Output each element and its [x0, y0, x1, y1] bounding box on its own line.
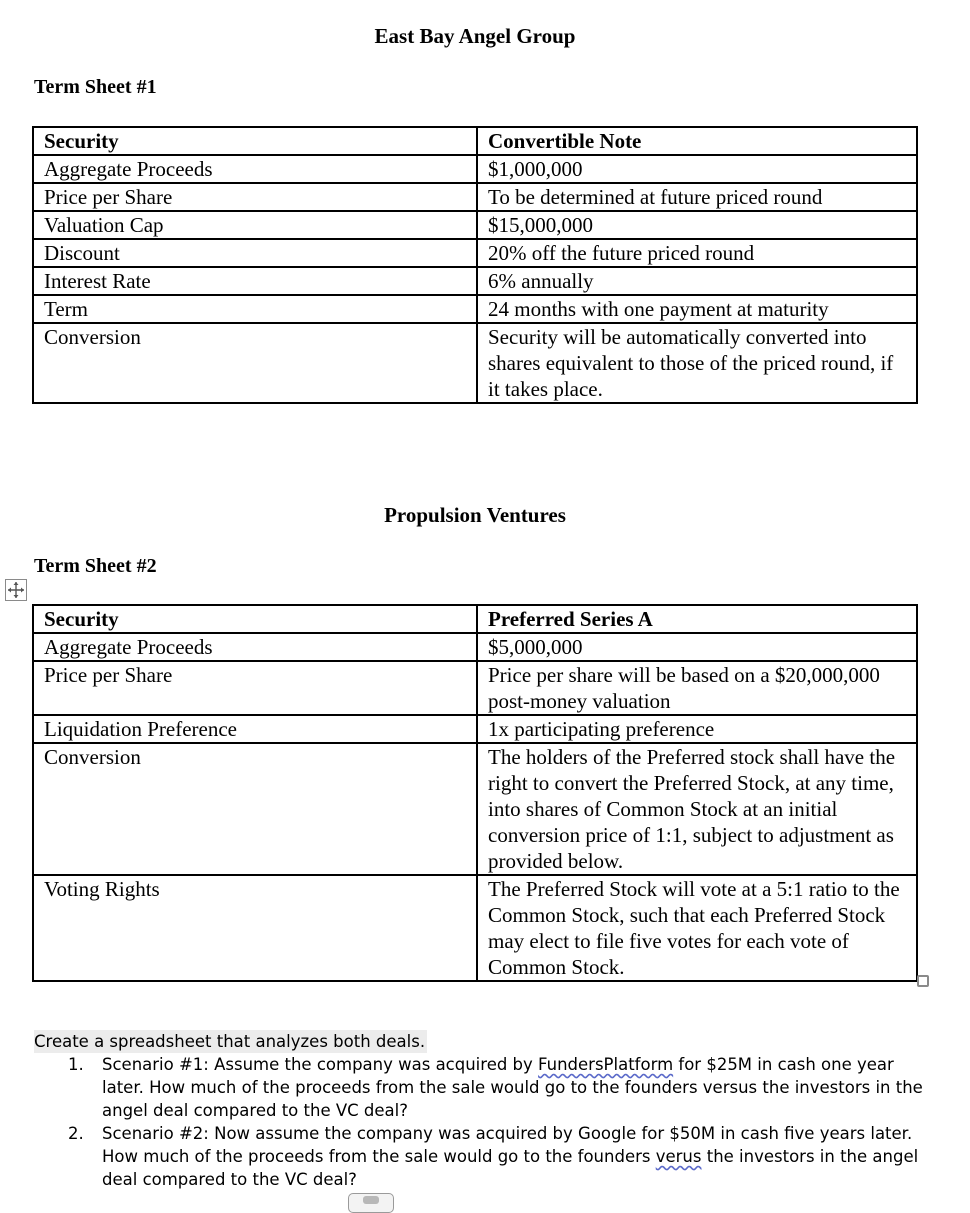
- table-row: [33, 267, 917, 295]
- table-row: [33, 183, 917, 211]
- row-key[interactable]: Aggregate Proceeds: [33, 633, 477, 661]
- scenario-text-end: for $25M in cash one year later. How much of the proceeds from the sale would go to the founders versus the investors in the angel deal compared to the VC deal?: [102, 1055, 923, 1120]
- row-value[interactable]: Price per share will be based on a $20,000,000 post-money valuation: [477, 661, 917, 715]
- row-value[interactable]: The holders of the Preferred stock shall have the right to convert the Preferred Stock, at any time, into shares of Common Stock at an initial conversion price of 1:1, subject to adjustment as provided below.: [477, 743, 917, 875]
- table-row: [33, 633, 917, 661]
- propulsion-ventures-heading: Propulsion Ventures: [384, 503, 566, 527]
- table-row: [33, 743, 917, 875]
- row-value[interactable]: $5,000,000: [477, 633, 917, 661]
- spellcheck-flagged-word[interactable]: verus: [655, 1147, 702, 1166]
- row-key[interactable]: Price per Share: [33, 183, 477, 211]
- move-arrows-icon: [6, 580, 26, 600]
- table-row: [33, 715, 917, 743]
- term-sheet-1-table[interactable]: [32, 126, 918, 404]
- scenario-text-start: Scenario #1: Assume the company was acquired by: [102, 1055, 539, 1074]
- row-value[interactable]: Convertible Note: [477, 127, 917, 155]
- row-value[interactable]: Security will be automatically converted into shares equivalent to those of the priced round, if it takes place.: [477, 323, 917, 403]
- table-row: [33, 295, 917, 323]
- list-number: 2.: [68, 1124, 84, 1143]
- table-row: [33, 239, 917, 267]
- row-key[interactable]: Liquidation Preference: [33, 715, 477, 743]
- table-row: [33, 875, 917, 981]
- row-key[interactable]: Term: [33, 295, 477, 323]
- table-row: [33, 605, 917, 633]
- row-value[interactable]: $15,000,000: [477, 211, 917, 239]
- row-value[interactable]: $1,000,000: [477, 155, 917, 183]
- table-row: [33, 211, 917, 239]
- row-key[interactable]: Interest Rate: [33, 267, 477, 295]
- table-row: [33, 323, 917, 403]
- row-value[interactable]: 24 months with one payment at maturity: [477, 295, 917, 323]
- instructions-block: [34, 1030, 934, 1191]
- scenario-text-start: Scenario #2: Now assume the company was acquired by Google for $50M in cash five years later. How much of the proceeds from the sale would go to the founders: [102, 1124, 913, 1166]
- row-value[interactable]: Preferred Series A: [477, 605, 917, 633]
- row-value[interactable]: 20% off the future priced round: [477, 239, 917, 267]
- instructions-lead: Create a spreadsheet that analyzes both deals.: [34, 1032, 426, 1051]
- scenario-list: [34, 1053, 934, 1191]
- term-sheet-1-label: Term Sheet #1: [34, 76, 157, 98]
- row-key[interactable]: Aggregate Proceeds: [33, 155, 477, 183]
- row-key[interactable]: Price per Share: [33, 661, 477, 715]
- row-key[interactable]: Security: [33, 127, 477, 155]
- list-item: [34, 1053, 934, 1122]
- term-sheet-2-label: Term Sheet #2: [34, 555, 157, 577]
- row-value[interactable]: 6% annually: [477, 267, 917, 295]
- row-key[interactable]: Voting Rights: [33, 875, 477, 981]
- list-number: 1.: [68, 1055, 84, 1074]
- clipboard-clip: [363, 1196, 379, 1204]
- clipboard-icon[interactable]: [348, 1193, 394, 1213]
- row-value[interactable]: To be determined at future priced round: [477, 183, 917, 211]
- row-key[interactable]: Security: [33, 605, 477, 633]
- table-move-handle[interactable]: [5, 579, 27, 601]
- table-row: [33, 127, 917, 155]
- row-key[interactable]: Conversion: [33, 743, 477, 875]
- angel-group-heading: East Bay Angel Group: [374, 24, 576, 48]
- table-row: [33, 661, 917, 715]
- table-row: [33, 155, 917, 183]
- resize-handle-icon[interactable]: [917, 975, 929, 987]
- spellcheck-flagged-word[interactable]: FundersPlatform: [538, 1055, 674, 1074]
- list-item: [34, 1122, 934, 1191]
- row-key[interactable]: Valuation Cap: [33, 211, 477, 239]
- row-key[interactable]: Discount: [33, 239, 477, 267]
- row-key[interactable]: Conversion: [33, 323, 477, 403]
- scenario-text-end: the investors in the angel deal compared to the VC deal?: [102, 1147, 919, 1189]
- row-value[interactable]: 1x participating preference: [477, 715, 917, 743]
- term-sheet-2-table[interactable]: [32, 604, 918, 982]
- row-value[interactable]: The Preferred Stock will vote at a 5:1 ratio to the Common Stock, such that each Preferred Stock may elect to file five votes for each vote of Common Stock.: [477, 875, 917, 981]
